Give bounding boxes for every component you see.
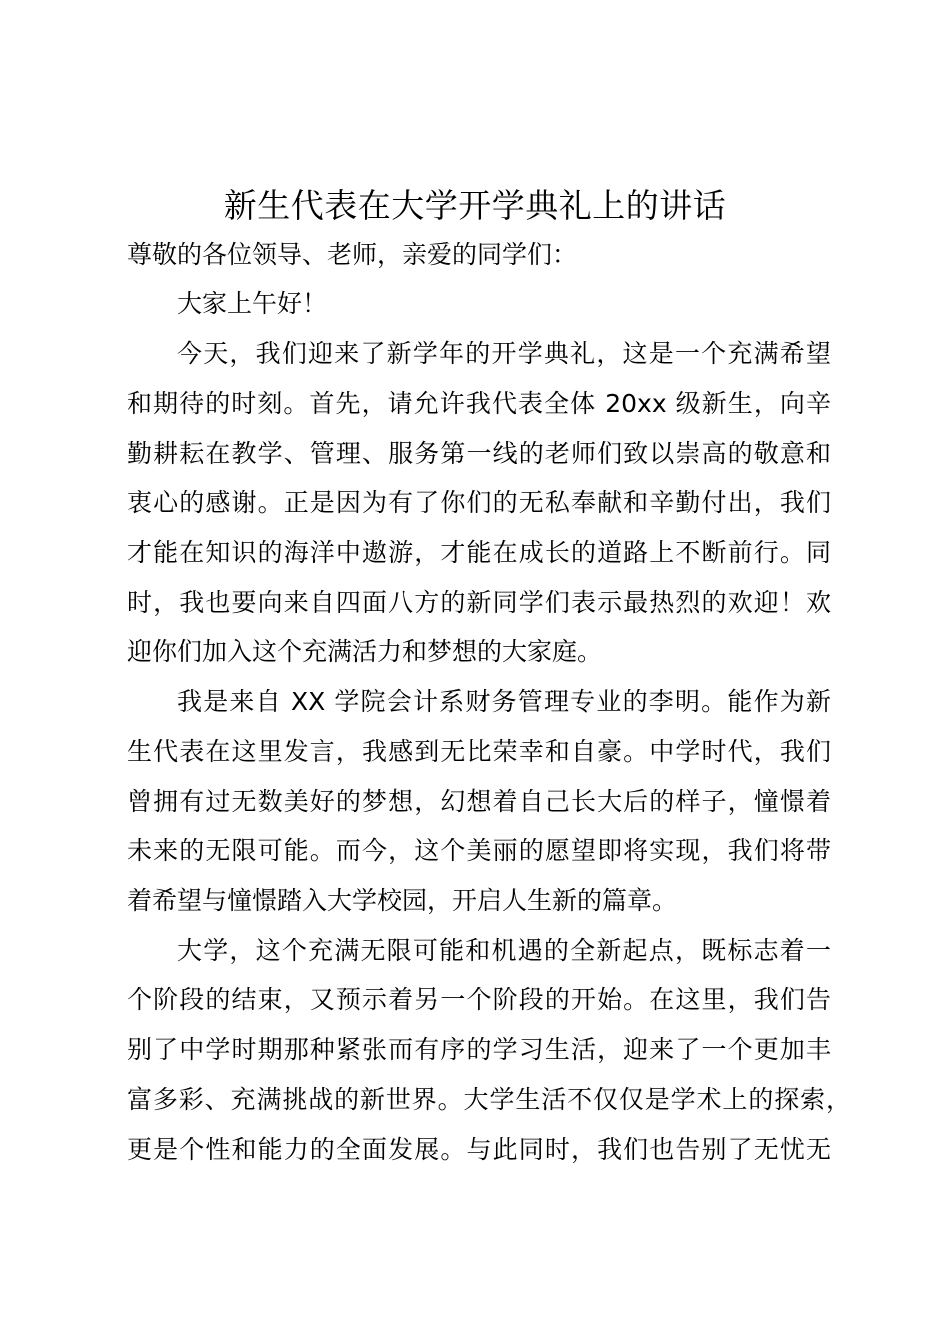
- greeting: 大家上午好！: [177, 289, 328, 318]
- paragraph-line: 今天，我们迎来了新学年的开学典礼，这是一个充满希望: [177, 339, 831, 368]
- paragraph-line: 着希望与憧憬踏入大学校园，开启人生新的篇章。: [127, 886, 678, 915]
- paragraph-line: 时，我也要向来自四面八方的新同学们表示最热烈的欢迎！欢: [127, 588, 831, 617]
- paragraph-line: 大学，这个充满无限可能和机遇的全新起点，既标志着一: [177, 936, 831, 965]
- paragraph-line: 才能在知识的海洋中遨游，才能在成长的道路上不断前行。同: [127, 538, 831, 567]
- paragraph-line: 曾拥有过无数美好的梦想，幻想着自己长大后的样子，憧憬着: [127, 787, 831, 816]
- paragraph-line: 更是个性和能力的全面发展。与此同时，我们也告别了无忧无: [127, 1135, 831, 1164]
- paragraph-line: 我是来自 XX 学院会计系财务管理专业的李明。能作为新: [177, 687, 831, 716]
- paragraph-line: 富多彩、充满挑战的新世界。大学生活不仅仅是学术上的探索，: [127, 1085, 851, 1114]
- paragraph-line: 和期待的时刻。首先，请允许我代表全体 20xx 级新生，向辛: [127, 389, 831, 418]
- paragraph-line: 个阶段的结束，又预示着另一个阶段的开始。在这里，我们告: [127, 985, 831, 1014]
- document-title: 新生代表在大学开学典礼上的讲话: [223, 186, 727, 225]
- paragraph-line: 生代表在这里发言，我感到无比荣幸和自豪。中学时代，我们: [127, 737, 831, 766]
- paragraph-line: 未来的无限可能。而今，这个美丽的愿望即将实现，我们将带: [127, 836, 831, 865]
- salutation: 尊敬的各位领导、老师，亲爱的同学们：: [127, 240, 578, 269]
- paragraph-line: 衷心的感谢。正是因为有了你们的无私奉献和辛勤付出，我们: [127, 488, 831, 517]
- paragraph-line: 迎你们加入这个充满活力和梦想的大家庭。: [127, 637, 603, 666]
- paragraph-line: 别了中学时期那种紧张而有序的学习生活，迎来了一个更加丰: [127, 1035, 831, 1064]
- paragraph-line: 勤耕耘在教学、管理、服务第一线的老师们致以崇高的敬意和: [127, 439, 831, 468]
